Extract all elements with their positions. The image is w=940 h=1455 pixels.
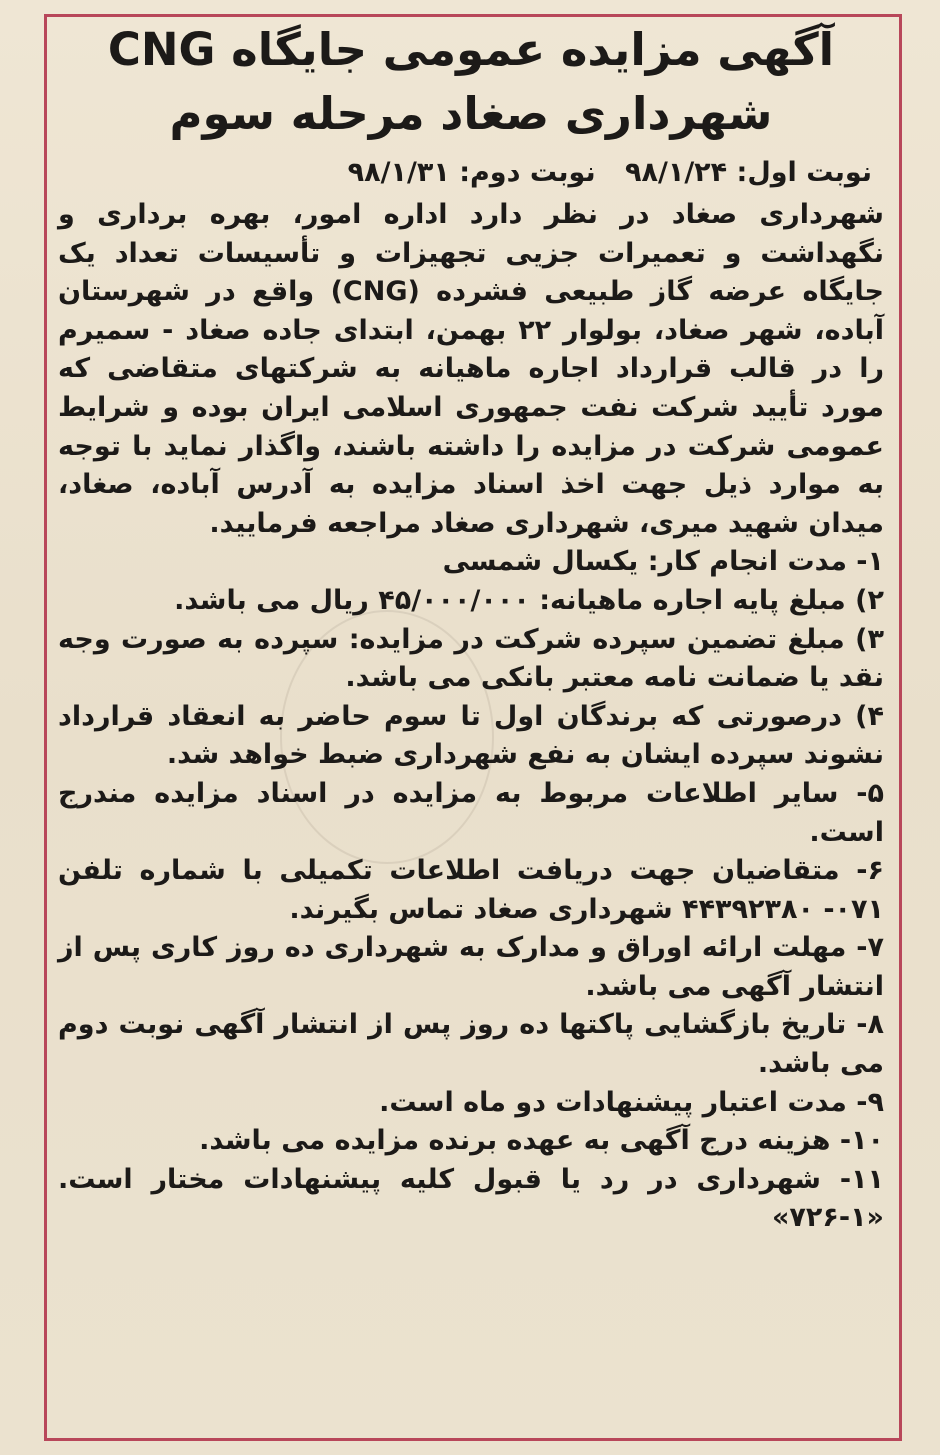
notice-item: ۳) مبلغ تضمین سپرده شرکت در مزایده: سپرده به صورت وجه نقد یا ضمانت نامه معتبر بانکی می باشد. [58,623,884,694]
publication-dates [58,150,884,196]
notice-item: ۷- مهلت ارائه اوراق و مدارک به شهرداری ده روز کاری پس از انتشار آگهی می باشد. [58,932,884,1002]
notice-item: ۸- تاریخ بازگشایی پاکتها ده روز پس از انتشار آگهی نوبت دوم می باشد. [58,1009,884,1080]
notice-item: ۱۰- هزینه درج آگهی به عهده برنده مزایده می باشد. [199,1125,884,1157]
notice-item: ۴) درصورتی که برندگان اول تا سوم حاضر به انعقاد قرارداد نشوند سپرده ایشان به نفع شهرداری ضبط خواهد شد. [58,700,884,771]
title-line-2: شهرداری صغاد مرحله سوم [169,87,773,140]
notice-item: ۹- مدت اعتبار پیشنهادات دو ماه است. [379,1086,884,1118]
notice-content [58,18,884,1238]
first-round-date: نوبت اول: ۹۸/۱/۲۴ [625,157,872,188]
notice-item: ۲) مبلغ پایه اجاره ماهیانه: ۴۵/۰۰۰/۰۰۰ ریال می باشد. [174,584,884,616]
notice-item: ۱۱- شهرداری در رد یا قبول کلیه پیشنهادات مختار است. «۱-۷۲۶» [58,1163,884,1234]
second-round-date: نوبت دوم: ۹۸/۱/۳۱ [347,157,596,188]
title-line-1: آگهی مزایده عمومی جایگاه CNG [107,23,835,76]
notice-item: ۶- متقاضیان جهت دریافت اطلاعات تکمیلی با شماره تلفن ۰۷۱- ۴۴۳۹۲۳۸۰ شهرداری صغاد تماس بگیرند. [58,855,884,925]
notice-title [58,18,884,146]
notice-body: شهرداری صغاد در نظر دارد اداره امور، بهره برداری و نگهداشت و تعمیرات جزیی تجهیزات و تأسیسات تعداد یک جایگاه عرضه گاز طبیعی فشرده (CNG) واقع در شهرستان آباده، شهر صغاد، بولوار ۲۲ بهمن، ابتدای جاده صغاد - سمیرم را در قالب قرارداد اجاره ماهیانه به شرکتهای متقاضی که مورد تأیید شرکت نفت جمهوری اسلامی ایران بوده و شرایط عمومی شرکت در مزایده را داشته باشند، واگذار نماید با توجه به موارد ذیل جهت اخذ اسناد مزایده به آدرس آباده، صغاد، میدان شهید میری، شهرداری صغاد مراجعه فرمایید. [58,199,884,539]
notice-item: ۱- مدت انجام کار: یکسال شمسی [442,546,884,578]
notice-item: ۵- سایر اطلاعات مربوط به مزایده در اسناد مزایده مندرج است. [58,777,884,848]
